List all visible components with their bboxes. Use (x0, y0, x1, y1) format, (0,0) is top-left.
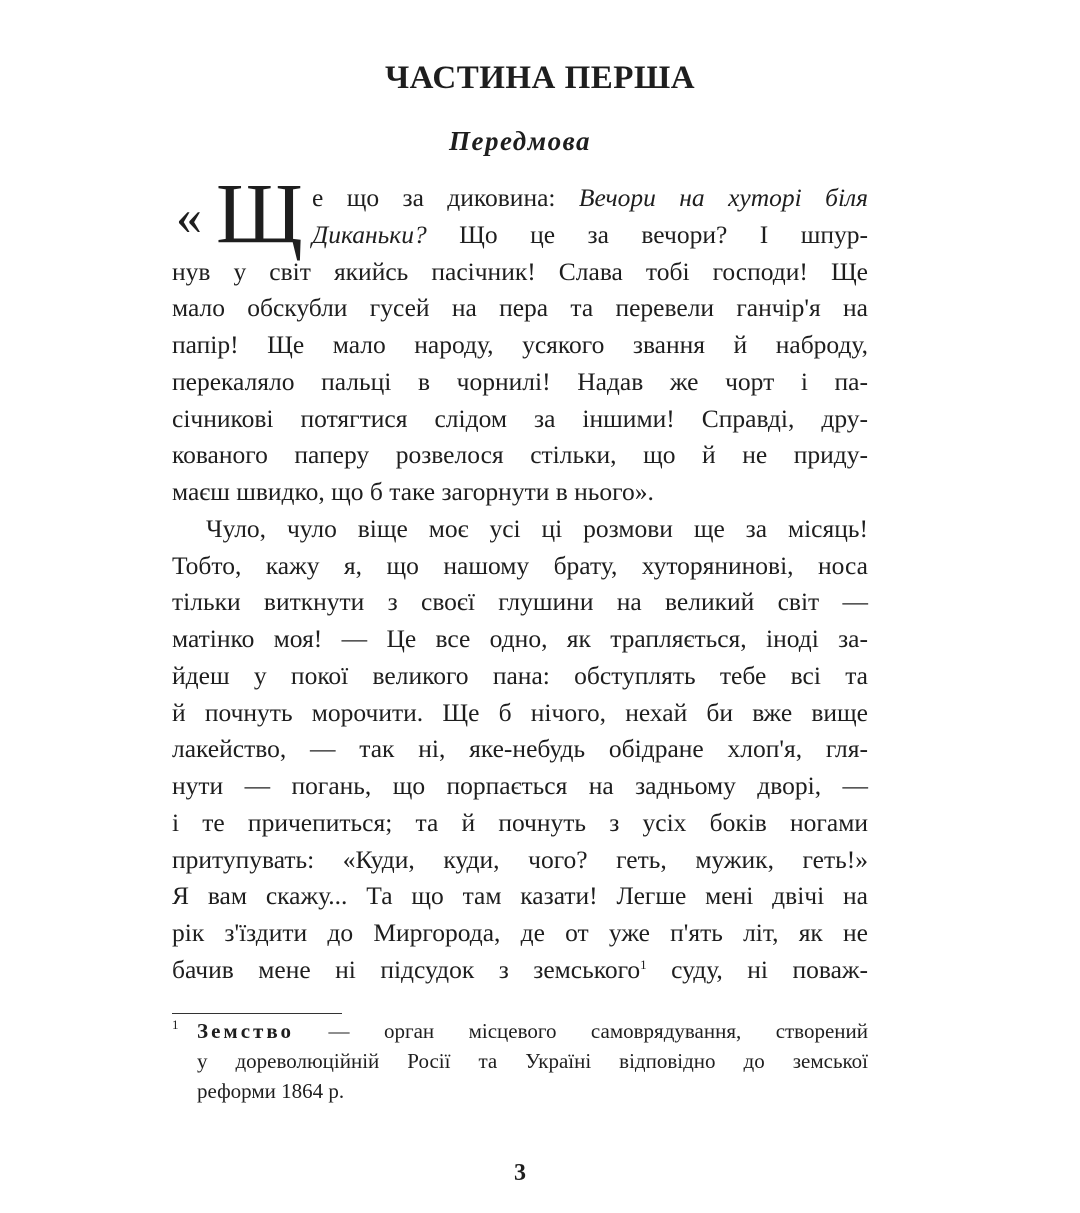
footnote (172, 1016, 868, 1106)
paragraph1-line: маєш швидко, що б таке загорнути в нього». (172, 477, 654, 506)
paragraph2-line: нути — погань, що порпається на задньому дворі, — (172, 771, 868, 800)
paragraph2-line: Тобто, кажу я, що нашому брату, хуторянинові, носа (172, 550, 868, 580)
footnote-reference: 1 (640, 956, 647, 972)
drop-cap-letter: Щ (216, 165, 303, 261)
paragraph1-line: е що за диковина: Вечори на хуторі біля (312, 183, 868, 212)
footnote-line: реформи 1864 р. (197, 1079, 345, 1103)
paragraph1-line: Диканьки? Що це за вечори? І шпур- (312, 219, 868, 249)
body-text (172, 180, 868, 989)
paragraph2-line: бачив мене ні підсудок з земського$^1$ суду, ні поваж- (172, 954, 868, 984)
paragraph1-line: нув у світ якийсь пасічник! Слава тобі господи! Ще (172, 256, 868, 286)
paragraph1-line: січникові потягтися слідом за іншими! Справді, дру- (172, 403, 868, 433)
section-title: Передмова (448, 126, 592, 156)
footnote-term: Земство (197, 1019, 295, 1043)
paragraph2-line: тільки виткнути з своєї глушини на великий світ — (172, 587, 868, 617)
paragraph2-line: притупувать: «Куди, куди, чого? геть, мужик, геть!» (172, 844, 868, 874)
footnote-line: Земство — орган місцевого самоврядування, створений (197, 1019, 868, 1043)
paragraph2-line: матінко моя! — Це все одно, як трапляється, іноді за- (172, 624, 868, 653)
footnote-line: у дореволюційній Росії та Україні відповідно до земської (197, 1049, 868, 1073)
paragraph2-line: й почнуть морочити. Ще б нічого, нехай би вже вище (172, 697, 868, 727)
page-number: 3 (514, 1160, 526, 1186)
paragraph2-line: і те причепиться; та й почнуть з усіх боків ногами (172, 807, 868, 837)
footnote-mark: 1 (172, 1017, 179, 1032)
paragraph1-line: перекаляло пальці в чорнилі! Надав же чорт і па- (172, 366, 868, 396)
paragraph2-line: лакейство, — так ні, яке-небудь обідране хлоп'я, гля- (172, 734, 868, 764)
paragraph2-line: Чуло, чуло віще моє усі ці розмови ще за місяць! (206, 513, 868, 543)
paragraph1-line: кованого паперу розвелося стільки, що й не приду- (172, 440, 868, 470)
part-title: ЧАСТИНА ПЕРША (384, 60, 696, 96)
drop-cap-quote: « (176, 189, 202, 246)
paragraph1-line: мало обскубли гусей на пера та перевели ганчір'я на (172, 293, 868, 323)
paragraph1-line: папір! Ще мало народу, усякого звання й наброду, (172, 330, 868, 359)
paragraph2-line: йдеш у покої великого пана: обступлять тебе всі та (172, 660, 868, 690)
paragraph2-line: рік з'їздити до Миргорода, де от уже п'ять літ, як не (172, 918, 868, 947)
footnote-divider (172, 1013, 342, 1014)
paragraph2-line: Я вам скажу... Та що там казати! Легше мені двічі на (172, 881, 868, 911)
